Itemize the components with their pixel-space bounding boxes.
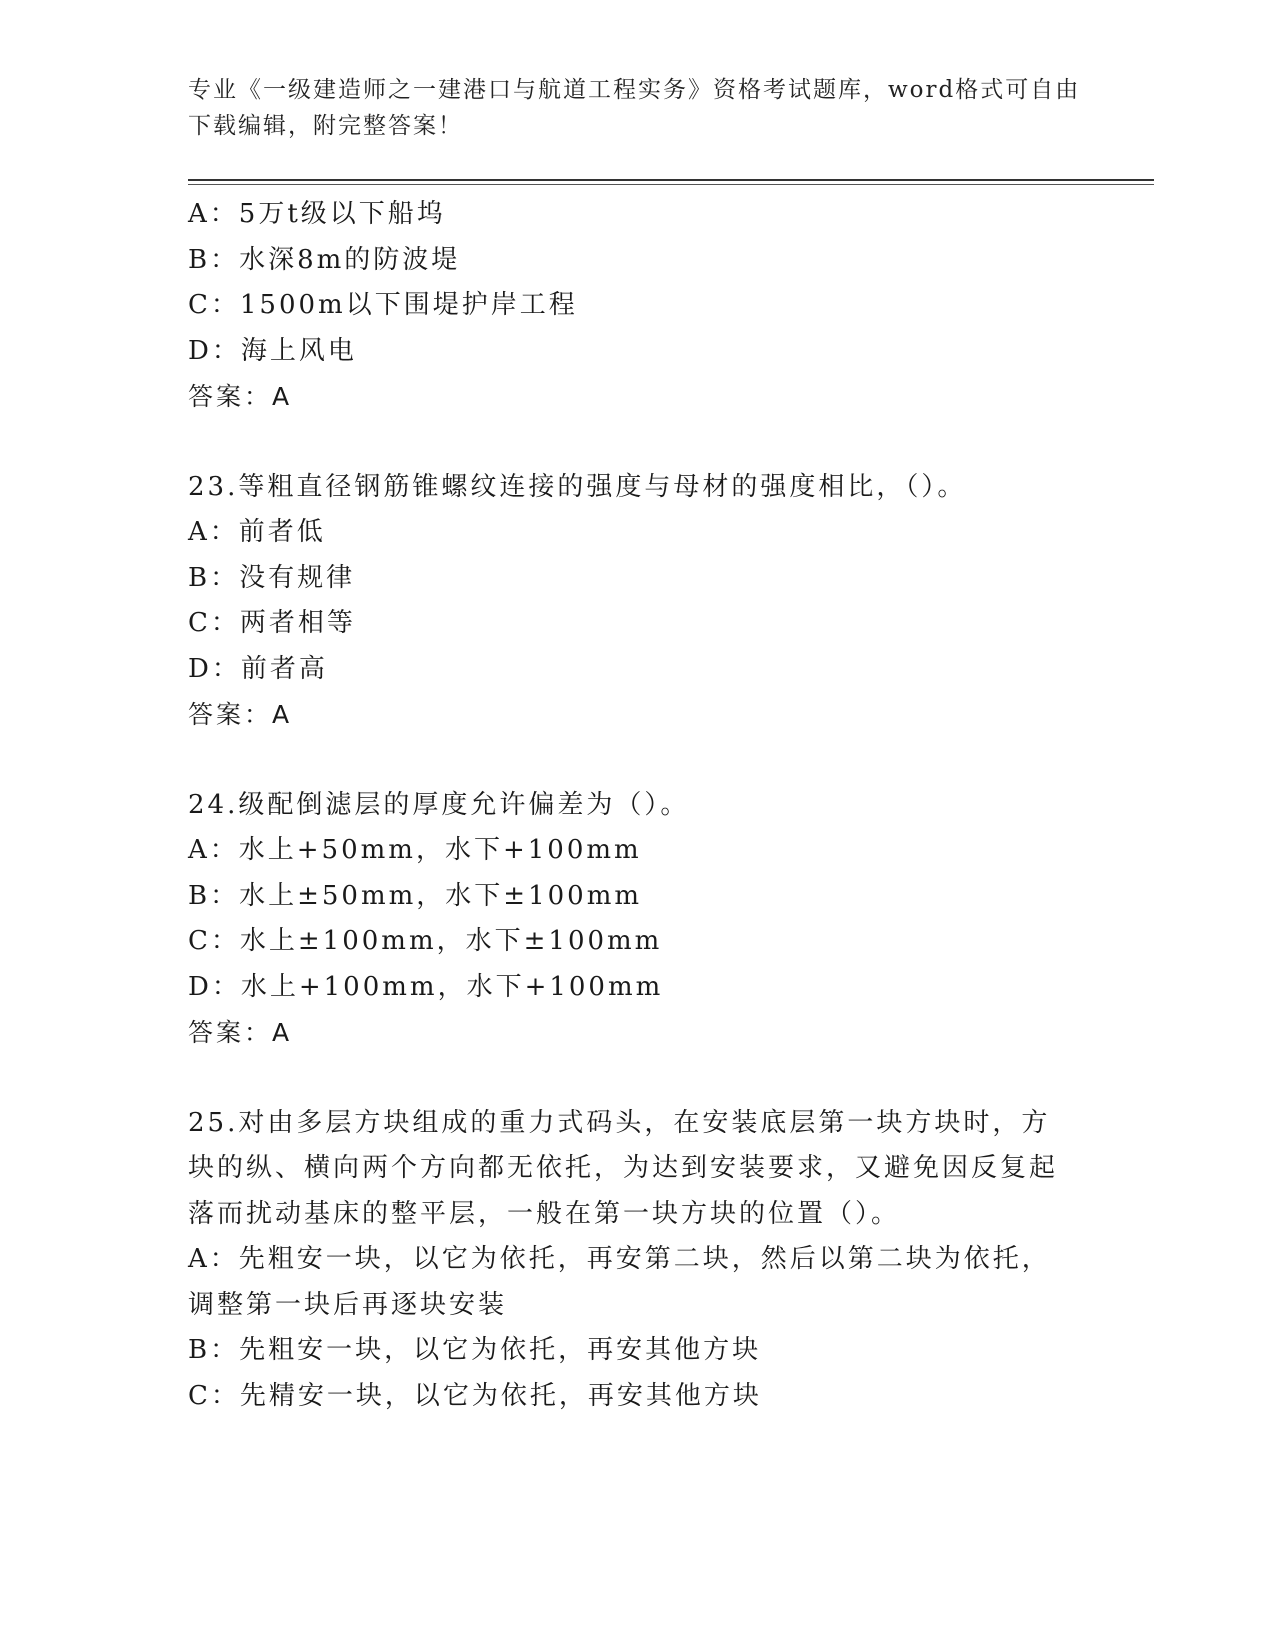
- answer-line: 答案：A: [188, 700, 293, 729]
- question-22: [188, 192, 1078, 420]
- option-a: A：水上+50mm，水下+100mm: [188, 835, 642, 865]
- answer-line: 答案：A: [188, 382, 293, 411]
- answer-line: 答案：A: [188, 1018, 293, 1047]
- question-23: [188, 465, 1078, 738]
- option-a: A：5万t级以下船坞: [188, 199, 446, 229]
- option-d: D：前者高: [188, 653, 328, 684]
- option-c: C：先精安一块，以它为依托，再安其他方块: [188, 1380, 762, 1411]
- option-a: A：先粗安一块，以它为依托，再安第二块，然后以第二块为依托，调整第一块后再逐块安装: [188, 1244, 1051, 1320]
- option-c: C：1500m以下围堤护岸工程: [188, 290, 578, 320]
- option-b: B：水上±50mm，水下±100mm: [188, 880, 643, 911]
- header-intro-text: 专业《一级建造师之一建港口与航道工程实务》资格考试题库，word格式可自由下载编辑，附完整答案！: [188, 77, 1081, 139]
- option-b: B：没有规律: [188, 562, 356, 593]
- header-divider-thick: [188, 179, 1154, 181]
- spacer: [188, 738, 1078, 783]
- spacer: [188, 420, 1078, 465]
- option-b: B：先粗安一块，以它为依托，再安其他方块: [188, 1335, 762, 1365]
- question-list: [188, 192, 1078, 1419]
- header-divider-thin: [188, 184, 1154, 185]
- option-d: D：水上+100mm，水下+100mm: [188, 971, 664, 1002]
- option-a: A：前者低: [188, 517, 326, 547]
- question-stem: 25.对由多层方块组成的重力式码头，在安装底层第一块方块时，方块的纵、横向两个方向都无依托，为达到安装要求，又避免因反复起落而扰动基床的整平层，一般在第一块方块的位置（）。: [188, 1107, 1059, 1229]
- document-header: [188, 72, 1088, 144]
- spacer: [188, 1056, 1078, 1101]
- option-c: C：水上±100mm，水下±100mm: [188, 926, 663, 956]
- question-stem: 23.等粗直径钢筋锥螺纹连接的强度与母材的强度相比，（）。: [188, 471, 967, 502]
- option-c: C：两者相等: [188, 608, 356, 638]
- question-stem: 24.级配倒滤层的厚度允许偏差为（）。: [188, 789, 690, 820]
- option-d: D：海上风电: [188, 335, 357, 366]
- question-24: [188, 783, 1078, 1056]
- question-25: [188, 1101, 1078, 1420]
- option-b: B：水深8m的防波堤: [188, 244, 461, 275]
